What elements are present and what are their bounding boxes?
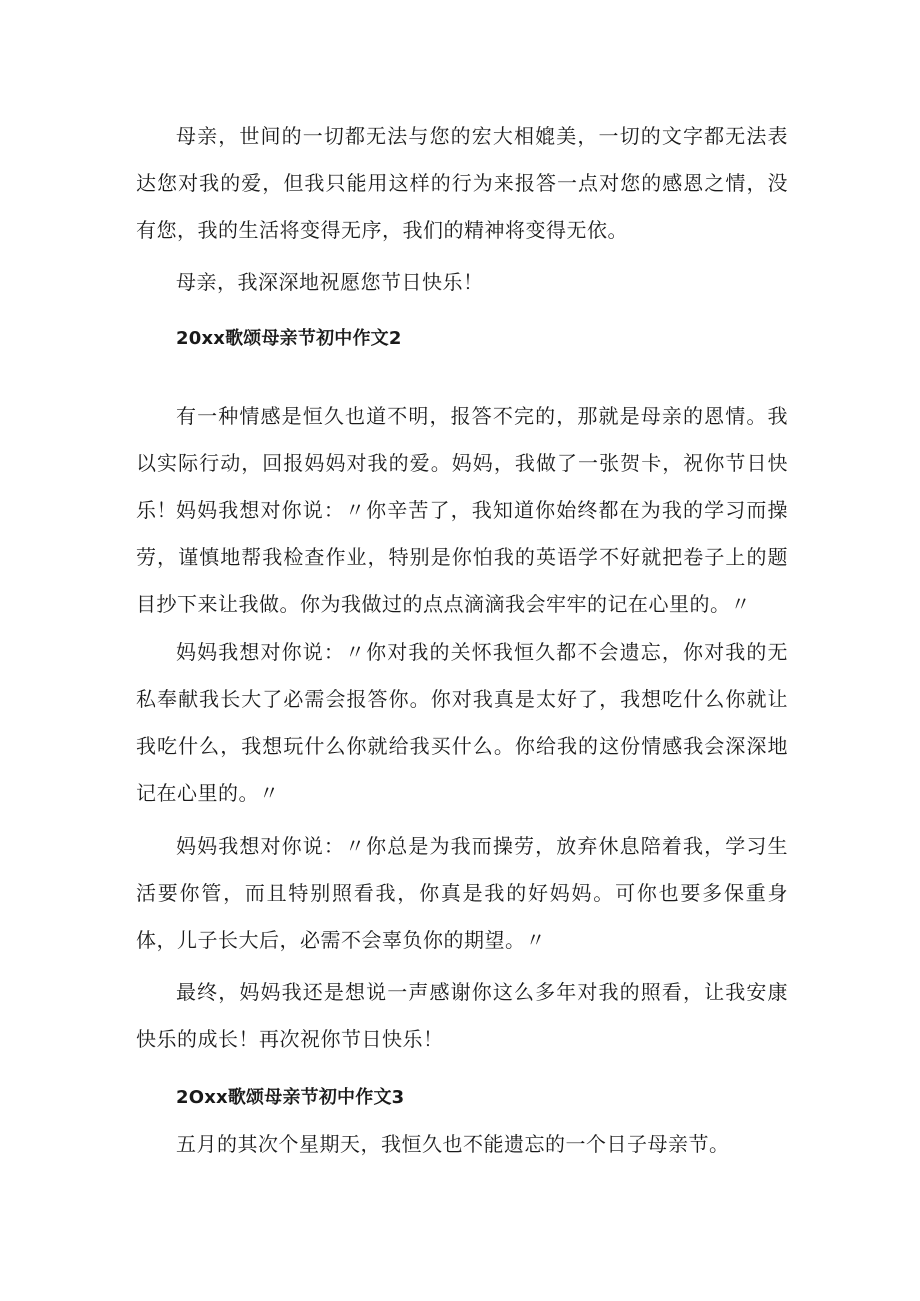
section-2-paragraph-2: 妈妈我想对你说：〃你辛苦了，我知道你始终都在为我的学习而操劳，谨慎地帮我检查作业，特别是你怕我的英语学不好就把卷子上的题目抄下来让我做。你为我做过的点点滴滴我会牢牢的记在心里的。〃 — [136, 498, 788, 616]
section-2-paragraph-1: 有一种情感是恒久也道不明，报答不完的，那就是母亲的恩情。我以实际行动，回报妈妈对我的爱。妈妈，我做了一张贺卡，祝你节日快乐！ — [136, 404, 788, 522]
section-heading-3: 2Oxx歌颂母亲节初中作文3 — [176, 1087, 405, 1108]
section-3-paragraph-1: 五月的其次个星期天，我恒久也不能遗忘的一个日子母亲节。 — [176, 1132, 730, 1156]
paragraph-2: 母亲，我深深地祝愿您节日快乐！ — [176, 270, 484, 294]
section-2-paragraph-4: 妈妈我想对你说：〃你总是为我而操劳，放弃休息陪着我，学习生活要你管，而且特别照看我，你真是我的好妈妈。可你也要多保重身体，儿子长大后，必需不会辜负你的期望。〃 — [136, 834, 788, 952]
section-heading-2: 20xx歌颂母亲节初中作文2 — [176, 328, 402, 349]
paragraph-1: 母亲，世间的一切都无法与您的宏大相媲美，一切的文字都无法表达您对我的爱，但我只能用这样的行为来报答一点对您的感恩之情，没有您，我的生活将变得无序，我们的精神将变得无依。 — [136, 124, 788, 242]
section-2-paragraph-5: 最终，妈妈我还是想说一声感谢你这么多年对我的照看，让我安康快乐的成长！再次祝你节日快乐！ — [136, 980, 788, 1051]
section-2-paragraph-3: 妈妈我想对你说：〃你对我的关怀我恒久都不会遗忘，你对我的无私奉献我长大了必需会报答你。你对我真是太好了，我想吃什么你就让我吃什么，我想玩什么你就给我买什么。你给我的这份情感我会深深地记在心里的。〃 — [136, 640, 788, 805]
